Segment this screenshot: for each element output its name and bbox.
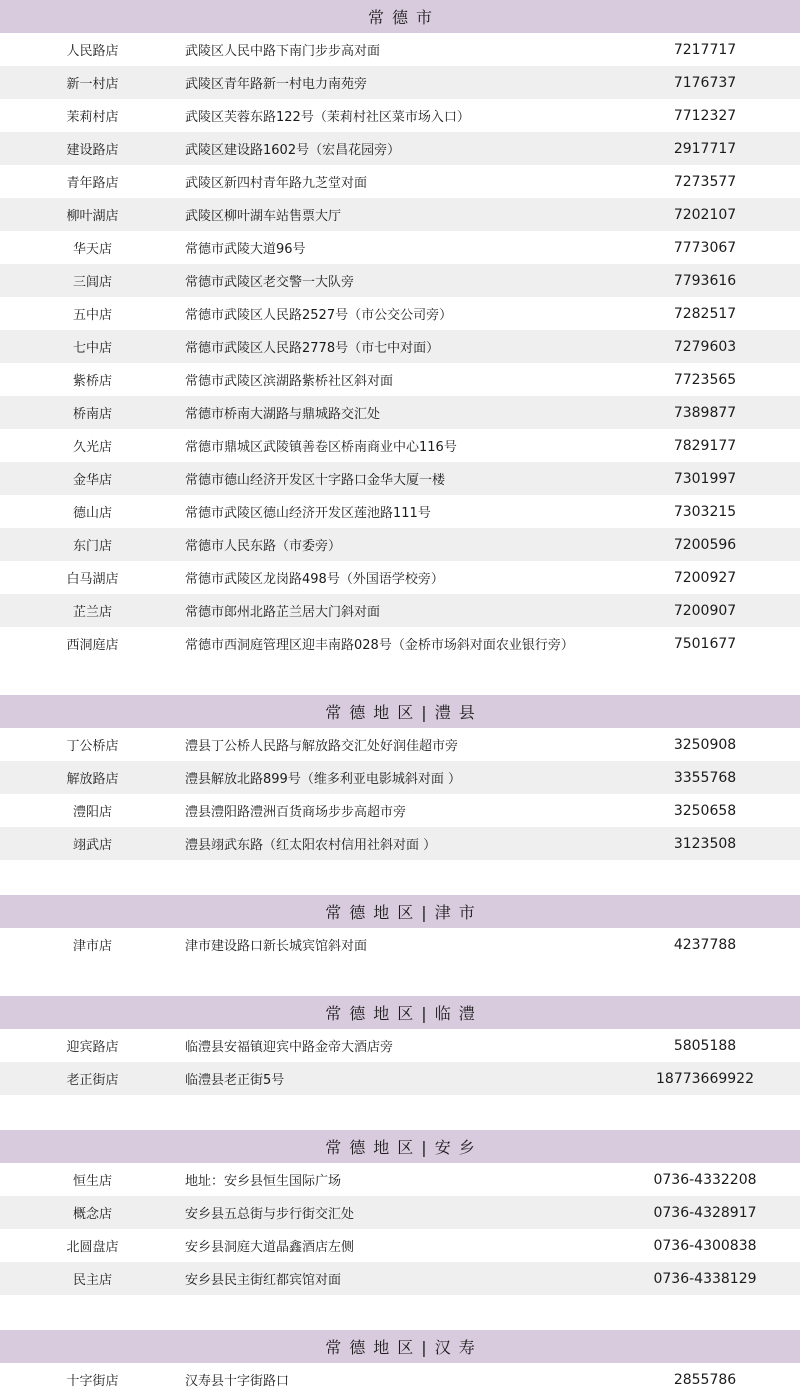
store-address: 澧县解放北路899号（维多利亚电影城斜对面 ） (185, 772, 461, 787)
store-phone: 7202107 (673, 206, 737, 223)
store-name: 建设路店 (66, 143, 119, 158)
store-row (0, 928, 800, 961)
section-title: 常德地区|津市 (325, 903, 483, 922)
store-name: 五中店 (72, 308, 112, 323)
store-address: 汉寿县十字街路口 (185, 1374, 290, 1389)
store-row (0, 594, 800, 627)
store-row (0, 132, 800, 165)
store-address: 安乡县民主街红都宾馆对面 (185, 1273, 342, 1288)
store-address: 常德市西洞庭管理区迎丰南路028号（金桥市场斜对面农业银行旁） (185, 638, 574, 653)
store-row (0, 363, 800, 396)
region-section (0, 1330, 800, 1396)
section-title: 常德市 (367, 8, 440, 27)
store-address: 武陵区新四村青年路九芝堂对面 (185, 176, 368, 191)
store-address: 常德市郎州北路芷兰居大门斜对面 (185, 605, 381, 620)
region-section (0, 0, 800, 660)
store-name: 丁公桥店 (66, 739, 119, 754)
store-phone: 0736-4328917 (653, 1204, 757, 1221)
store-phone: 3250908 (673, 736, 737, 753)
store-row (0, 297, 800, 330)
store-address: 常德市武陵大道96号 (185, 242, 306, 257)
region-section (0, 895, 800, 961)
store-name: 青年路店 (66, 176, 119, 191)
store-phone: 0736-4338129 (653, 1270, 757, 1287)
store-name: 芷兰店 (72, 605, 112, 620)
store-name: 华天店 (72, 242, 112, 257)
store-address: 澧县澧阳路澧洲百货商场步步高超市旁 (185, 805, 407, 820)
store-phone: 3250658 (673, 802, 737, 819)
store-phone: 2917717 (673, 140, 737, 157)
store-name: 新一村店 (66, 77, 119, 92)
store-name: 东门店 (72, 539, 112, 554)
store-phone: 3123508 (673, 835, 737, 852)
store-address: 澧县丁公桥人民路与解放路交汇处好润佳超市旁 (185, 739, 459, 754)
store-phone: 7217717 (673, 41, 737, 58)
section-title: 常德地区|汉寿 (325, 1338, 483, 1357)
region-section (0, 996, 800, 1095)
store-phone: 7773067 (673, 239, 737, 256)
store-name: 茉莉村店 (66, 110, 119, 125)
store-row (0, 495, 800, 528)
section-title: 常德地区|安乡 (325, 1138, 483, 1157)
store-address: 常德市武陵区人民路2778号（市七中对面） (185, 341, 440, 356)
store-phone: 7200596 (673, 536, 737, 553)
store-phone: 7501677 (673, 635, 737, 652)
store-row (0, 99, 800, 132)
section-header (0, 895, 800, 928)
store-name: 民主店 (72, 1273, 112, 1288)
store-row (0, 198, 800, 231)
store-address: 常德市武陵区龙岗路498号（外国语学校旁） (185, 572, 444, 587)
store-address: 常德市武陵区滨湖路紫桥社区斜对面 (185, 374, 394, 389)
store-phone: 7200927 (673, 569, 737, 586)
store-address: 安乡县五总街与步行街交汇处 (185, 1207, 355, 1222)
store-name: 澧阳店 (72, 805, 112, 820)
store-row (0, 33, 800, 66)
store-row (0, 462, 800, 495)
store-phone: 7712327 (673, 107, 737, 124)
store-row (0, 429, 800, 462)
store-phone: 7301997 (673, 470, 737, 487)
store-phone: 0736-4300838 (653, 1237, 757, 1254)
store-phone: 18773669922 (656, 1070, 754, 1087)
store-row (0, 66, 800, 99)
store-address: 常德市武陵区德山经济开发区莲池路111号 (185, 506, 431, 521)
store-address: 武陵区芙蓉东路122号（茉莉村社区菜市场入口） (185, 110, 470, 125)
section-header (0, 1330, 800, 1363)
store-address: 澧县翊武东路（红太阳农村信用社斜对面 ） (185, 838, 437, 853)
store-name: 解放路店 (66, 772, 119, 787)
store-row (0, 1163, 800, 1196)
store-name: 津市店 (72, 939, 112, 954)
store-phone: 7279603 (673, 338, 737, 355)
store-phone: 4237788 (673, 936, 737, 953)
store-address: 常德市人民东路（市委旁） (185, 539, 342, 554)
section-title: 常德地区|澧县 (325, 703, 483, 722)
store-phone: 2855786 (673, 1371, 737, 1388)
store-name: 老正街店 (66, 1073, 119, 1088)
store-name: 西洞庭店 (66, 638, 119, 653)
store-address: 常德市鼎城区武陵镇善卷区桥南商业中心116号 (185, 440, 457, 455)
store-address: 常德市德山经济开发区十字路口金华大厦一楼 (185, 473, 446, 488)
store-phone: 7200907 (673, 602, 737, 619)
store-row (0, 561, 800, 594)
store-row (0, 1262, 800, 1295)
store-row (0, 330, 800, 363)
store-name: 恒生店 (72, 1174, 112, 1189)
store-address: 武陵区柳叶湖车站售票大厅 (185, 209, 342, 224)
store-row (0, 1029, 800, 1062)
section-header (0, 695, 800, 728)
store-row (0, 1196, 800, 1229)
store-row (0, 528, 800, 561)
region-section (0, 1130, 800, 1295)
store-name: 柳叶湖店 (66, 209, 119, 224)
section-title: 常德地区|临澧 (325, 1004, 483, 1023)
store-row (0, 1062, 800, 1095)
store-address: 武陵区人民中路下南门步步高对面 (185, 44, 381, 59)
store-row (0, 396, 800, 429)
store-name: 翊武店 (72, 838, 112, 853)
section-header (0, 0, 800, 33)
store-phone: 7723565 (673, 371, 737, 388)
store-row (0, 165, 800, 198)
section-header (0, 1130, 800, 1163)
store-row (0, 827, 800, 860)
store-address: 安乡县洞庭大道晶鑫酒店左侧 (185, 1240, 355, 1255)
store-phone: 7176737 (673, 74, 737, 91)
store-row (0, 761, 800, 794)
store-row (0, 794, 800, 827)
section-header (0, 996, 800, 1029)
store-name: 紫桥店 (72, 374, 112, 389)
store-name: 白马湖店 (66, 572, 119, 587)
store-name: 十字街店 (66, 1374, 119, 1389)
store-phone: 5805188 (673, 1037, 737, 1054)
store-phone: 7282517 (673, 305, 737, 322)
store-phone: 7793616 (673, 272, 737, 289)
store-name: 三闾店 (72, 275, 112, 290)
store-name: 七中店 (72, 341, 112, 356)
store-name: 概念店 (72, 1207, 112, 1222)
store-phone: 7273577 (673, 173, 737, 190)
region-section (0, 695, 800, 860)
store-name: 北圆盘店 (66, 1240, 119, 1255)
store-name: 德山店 (72, 506, 112, 521)
store-address: 常德市武陵区人民路2527号（市公交公司旁） (185, 308, 453, 323)
store-phone: 7829177 (673, 437, 737, 454)
store-row (0, 1229, 800, 1262)
store-row (0, 231, 800, 264)
store-name: 人民路店 (66, 44, 119, 59)
store-address: 临澧县老正街5号 (185, 1073, 285, 1088)
store-phone: 0736-4332208 (653, 1171, 757, 1188)
store-address: 常德市桥南大湖路与鼎城路交汇处 (185, 407, 381, 422)
store-row (0, 728, 800, 761)
store-name: 迎宾路店 (66, 1040, 119, 1055)
store-address: 常德市武陵区老交警一大队旁 (185, 275, 355, 290)
store-name: 桥南店 (72, 407, 112, 422)
store-row (0, 627, 800, 660)
store-address: 武陵区青年路新一村电力南苑旁 (185, 77, 368, 92)
store-phone: 7389877 (673, 404, 737, 421)
store-address: 武陵区建设路1602号（宏昌花园旁） (185, 143, 401, 158)
store-address: 临澧县安福镇迎宾中路金帝大酒店旁 (185, 1040, 394, 1055)
store-address: 地址：安乡县恒生国际广场 (185, 1174, 342, 1189)
store-name: 金华店 (72, 473, 112, 488)
store-phone: 3355768 (673, 769, 737, 786)
store-name: 久光店 (72, 440, 112, 455)
store-address: 津市建设路口新长城宾馆斜对面 (185, 939, 368, 954)
store-row (0, 264, 800, 297)
store-phone: 7303215 (673, 503, 737, 520)
store-row (0, 1363, 800, 1396)
